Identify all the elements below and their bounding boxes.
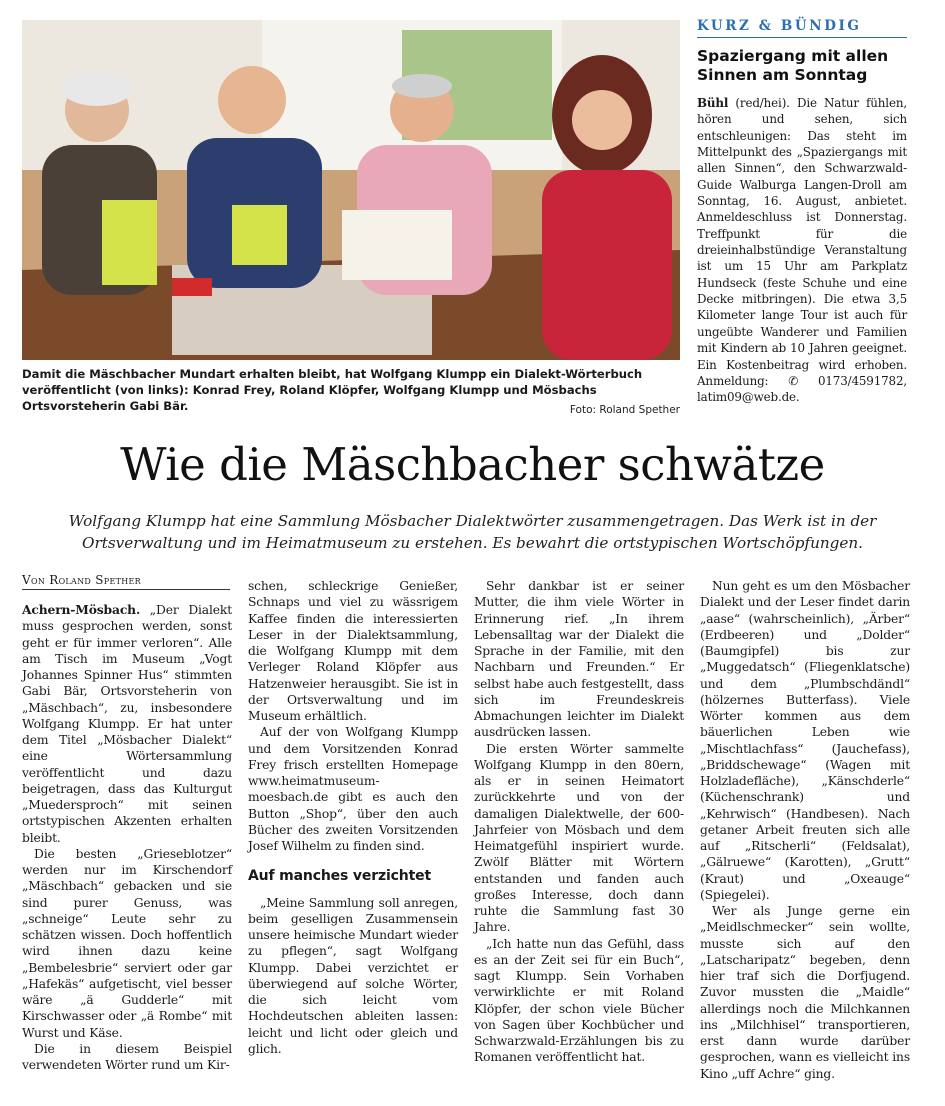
paragraph: Auf der von Wolfgang Klumpp und dem Vorsitzenden Konrad Frey frisch erstellten Homepage www.heimatmuseum-moesbach.de gibt es auch den Button „Shop“, über den auch Bücher des zweiten Vorsitzenden Josef Wilhelm zu finden sind.	[248, 725, 458, 853]
article-column-2	[248, 578, 458, 1057]
dateline: Achern-Mösbach.	[22, 602, 141, 617]
paragraph: „Ich hatte nun das Gefühl, dass es an der Zeit sei für ein Buch“, sagt Klumpp. Sein Vorhaben verwirklichte er mit Roland Klöpfer, der schon viele Bücher von Sagen über Kochbücher und Schwarzwald-Erzählungen bis zu Romanen veröffentlicht hat.	[474, 936, 684, 1065]
article-column-3	[474, 578, 684, 1066]
paragraph: Nun geht es um den Mösbacher Dialekt und der Leser findet darin „aase“ (wahrscheinlich), „Ärber“ (Erdbeeren) und „Dolder“ (Baumgipfel) bis zur „Muggedatsch“ (Fliegenklatsche) und dem „Plumbschdändl“ (hölzernes Butterfass). Viele Wörter kommen aus dem bäuerlichen Leben wie „Mischtlachfass“ (Jauchefass), „Briddschewage“ (Wagen mit Holzladefläche), „Känschderle“ (Küchenschrank) und „Kehrwisch“ (Handbesen). Nach getaner Arbeit freuten sich alle auf „Ritscherli“ (Feldsalat), „Gälruewe“ (Karotten), „Grutt“ (Kraut) und „Oxeauge“ (Spiegelei).	[700, 579, 910, 902]
brief-title: Spaziergang mit allen Sinnen am Sonntag	[697, 47, 889, 84]
paragraph: schen, schleckrige Genießer, Schnaps und viel zu wässrigem Kaffee finden die interessierten Leser in der Dialektsammlung, die Wolfgang Klumpp mit dem Verleger Roland Klöpfer aus Hatzenweier herausgibt. Sie ist in der Ortsverwaltung und im Museum erhältlich.	[248, 579, 458, 723]
article-column-1	[22, 602, 232, 1073]
paragraph: Die ersten Wörter sammelte Wolfgang Klumpp in den 80ern, als er in seinen Heimatort zurückkehrte und von der damaligen Dialektwelle, der 600-Jahrfeier von Mösbach und dem Heimatgefühl inspiriert wurde. Zwölf Blätter mit Wörtern entstanden und fanden auch großes Interesse, doch dann ruhte die Sammlung fast 30 Jahre.	[474, 741, 684, 935]
news-brief-sidebar	[697, 18, 907, 406]
photo-illustration	[22, 20, 680, 360]
section-label: KURZ & BÜNDIG	[697, 18, 907, 38]
paragraph: „Meine Sammlung soll anregen, beim geselligen Zusammensein unsere heimische Mundart wieder zu pflegen“, sagt Wolfgang Klumpp. Dabei verzichtet er überwiegend auf solche Wörter, die sich leicht vom Hochdeutschen ableiten lassen: leicht und licht oder gleich und glich.	[248, 895, 458, 1056]
brief-body	[697, 95, 907, 406]
photo-credit: Foto: Roland Spether	[569, 404, 680, 416]
article-subline: Wolfgang Klumpp hat eine Sammlung Mösbacher Dialektwörter zusammengetragen. Das Werk ist in der Ortsverwaltung und im Heimatmuseum zu erstehen. Es bewahrt die ortstypischen Wortschöpfungen.	[68, 512, 877, 552]
byline: Von Roland Spether	[22, 573, 230, 590]
photo-caption: Damit die Mäschbacher Mundart erhalten bleibt, hat Wolfgang Klumpp ein Dialekt-Wörterbuch veröffentlicht (von links): Konrad Frey, Roland Klöpfer, Wolfgang Klumpp und Mösbachs Ortsvorsteherin Gabi Bär.	[22, 367, 643, 413]
subheading: Auf manches verzichtet	[248, 868, 432, 885]
article-photo	[22, 20, 680, 360]
paragraph: Sehr dankbar ist er seiner Mutter, die ihm viele Wörter in Erinnerung rief. „In ihrem Lebensalltag war der Dialekt die Sprache in der Familie, mit den Nachbarn und Freunden.“ Er selbst habe auch festgestellt, dass sich im Freundeskreis Abmachungen leichter im Dialekt ausdrücken lassen.	[474, 579, 684, 740]
paragraph: Wer als Junge gerne ein „Meidlschmecker“ sein wollte, musste sich auf den „Latscharipatz“ begeben, denn hier traf sich die Dorfjugend. Zuvor mussten die „Maidle“ allerdings noch die Milchkannen ins „Milchhisel“ transportieren, erst dann wurde darüber gesprochen, wann es vielleicht ins Kino „uff Achre“ ging.	[700, 904, 910, 1081]
article-headline: Wie die Mäschbacher schwätze	[120, 438, 825, 491]
paragraph: Die besten „Grieseblotzer“ werden nur im Kirschendorf „Mäschbach“ gebacken und sie sind purer Genuss, was „schneige“ Leute sehr zu schätzen wissen. Doch hoffentlich wird ihnen dazu keine „Bembelesbrie“ serviert oder gar „Hafekäs“ aufgetischt, viel besser wäre „ä Gudderle“ mit Kirschwasser oder „ä Rombe“ mit Wurst und Käse.	[22, 846, 232, 1040]
paragraph: Achern-Mösbach. „Der Dialekt muss gesprochen werden, sonst geht er für immer verloren“. Alle am Tisch im Museum „Vogt Johannes Spinner Hus“ stimmten Gabi Bär, Ortsvorsteherin von „Mäschbach“, zu, insbesondere Wolfgang Klumpp. Er hat unter dem Titel „Mösbacher Dialekt“ eine Wörtersammlung veröffentlicht und dazu beigetragen, dass das Kulturgut „Muedersproch“ mit seinen ortstypischen Akzenten erhalten bleibt.	[22, 602, 232, 845]
paragraph: Die in diesem Beispiel verwendeten Wörter rund um Kir-	[22, 1041, 232, 1072]
article-column-4	[700, 578, 910, 1082]
brief-location: Bühl	[697, 96, 729, 110]
brief-text: (red/hei). Die Natur fühlen, hören und sehen, sich entschleunigen: Das steht im Mittelpunkt des „Spaziergangs mit allen Sinnen“, den Schwarzwald-Guide Walburga Langen-Droll am Sonntag, 16. August, anbietet. Anmeldeschluss ist Donnerstag. Treffpunkt für die dreieinhalbstündige Veranstaltung ist um 15 Uhr am Parkplatz Hundseck (feste Schuhe und eine Decke mitbringen). Die etwa 3,5 Kilometer lange Tour ist auch für ungeübte Wanderer und Familien mit Kindern ab 10 Jahren geeignet. Ein Kostenbeitrag wird erhoben. Anmeldung: ✆ 0173/4591782, latim09@web.de.	[697, 96, 907, 405]
